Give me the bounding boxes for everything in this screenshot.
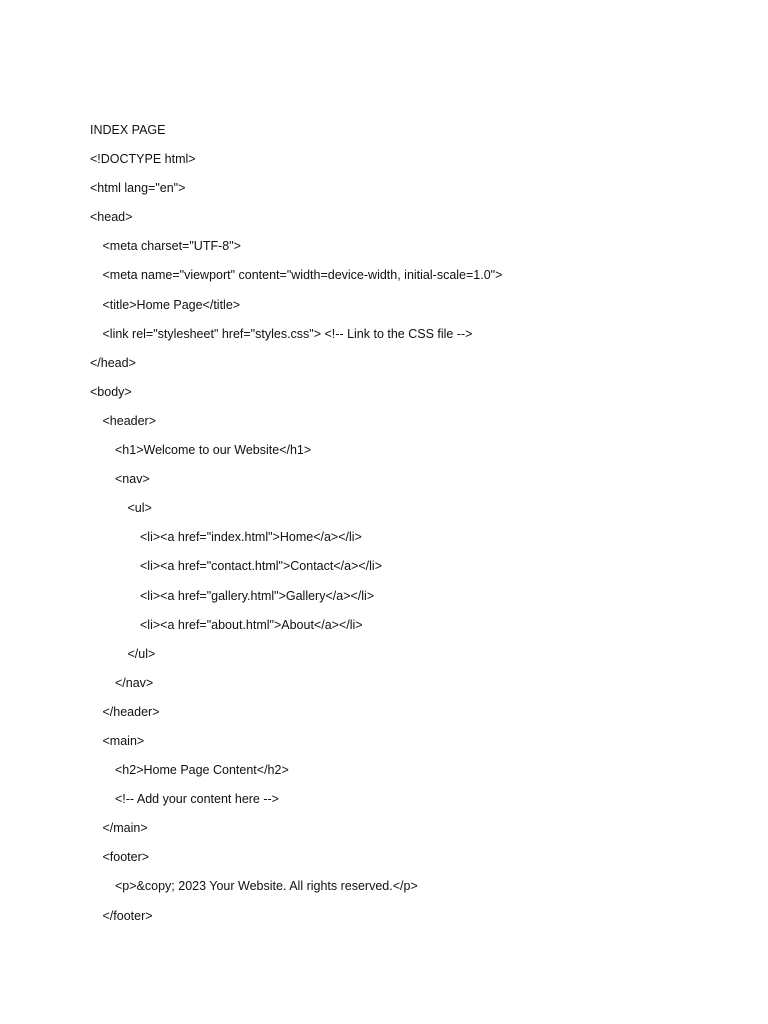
code-line: <p>&copy; 2023 Your Website. All rights reserved.</p> bbox=[115, 879, 418, 894]
code-line: <h2>Home Page Content</h2> bbox=[115, 763, 289, 778]
code-line: <li><a href="about.html">About</a></li> bbox=[140, 617, 363, 632]
code-line: <ul> bbox=[127, 501, 152, 516]
code-line: <meta charset="UTF-8"> bbox=[102, 239, 241, 254]
code-line: <!DOCTYPE html> bbox=[90, 152, 196, 167]
document-body bbox=[90, 116, 750, 931]
code-line: </main> bbox=[102, 821, 148, 836]
code-line: <li><a href="contact.html">Contact</a></li> bbox=[140, 559, 383, 574]
code-line: <li><a href="gallery.html">Gallery</a></li> bbox=[140, 588, 375, 603]
code-line: <nav> bbox=[115, 472, 150, 487]
code-line: </header> bbox=[102, 704, 160, 719]
code-line: <header> bbox=[102, 413, 157, 428]
code-line: <head> bbox=[90, 210, 133, 225]
code-line: </head> bbox=[90, 355, 136, 370]
code-line: <link rel="stylesheet" href="styles.css"> <!-- Link to the CSS file --> bbox=[102, 326, 473, 341]
code-line: <title>Home Page</title> bbox=[102, 297, 241, 312]
code-line: <main> bbox=[102, 733, 145, 748]
document-heading: INDEX PAGE bbox=[90, 123, 166, 137]
code-line: <li><a href="index.html">Home</a></li> bbox=[140, 530, 362, 545]
code-line: </ul> bbox=[127, 646, 156, 661]
code-line: <html lang="en"> bbox=[90, 181, 186, 196]
code-line: </nav> bbox=[115, 675, 154, 690]
code-line: <footer> bbox=[102, 850, 150, 865]
code-line: <h1>Welcome to our Website</h1> bbox=[115, 443, 312, 458]
code-line: <meta name="viewport" content="width=device-width, initial-scale=1.0"> bbox=[102, 268, 503, 283]
code-line: <body> bbox=[90, 384, 132, 399]
code-line: <!-- Add your content here --> bbox=[115, 792, 279, 807]
code-line: </footer> bbox=[102, 908, 153, 923]
